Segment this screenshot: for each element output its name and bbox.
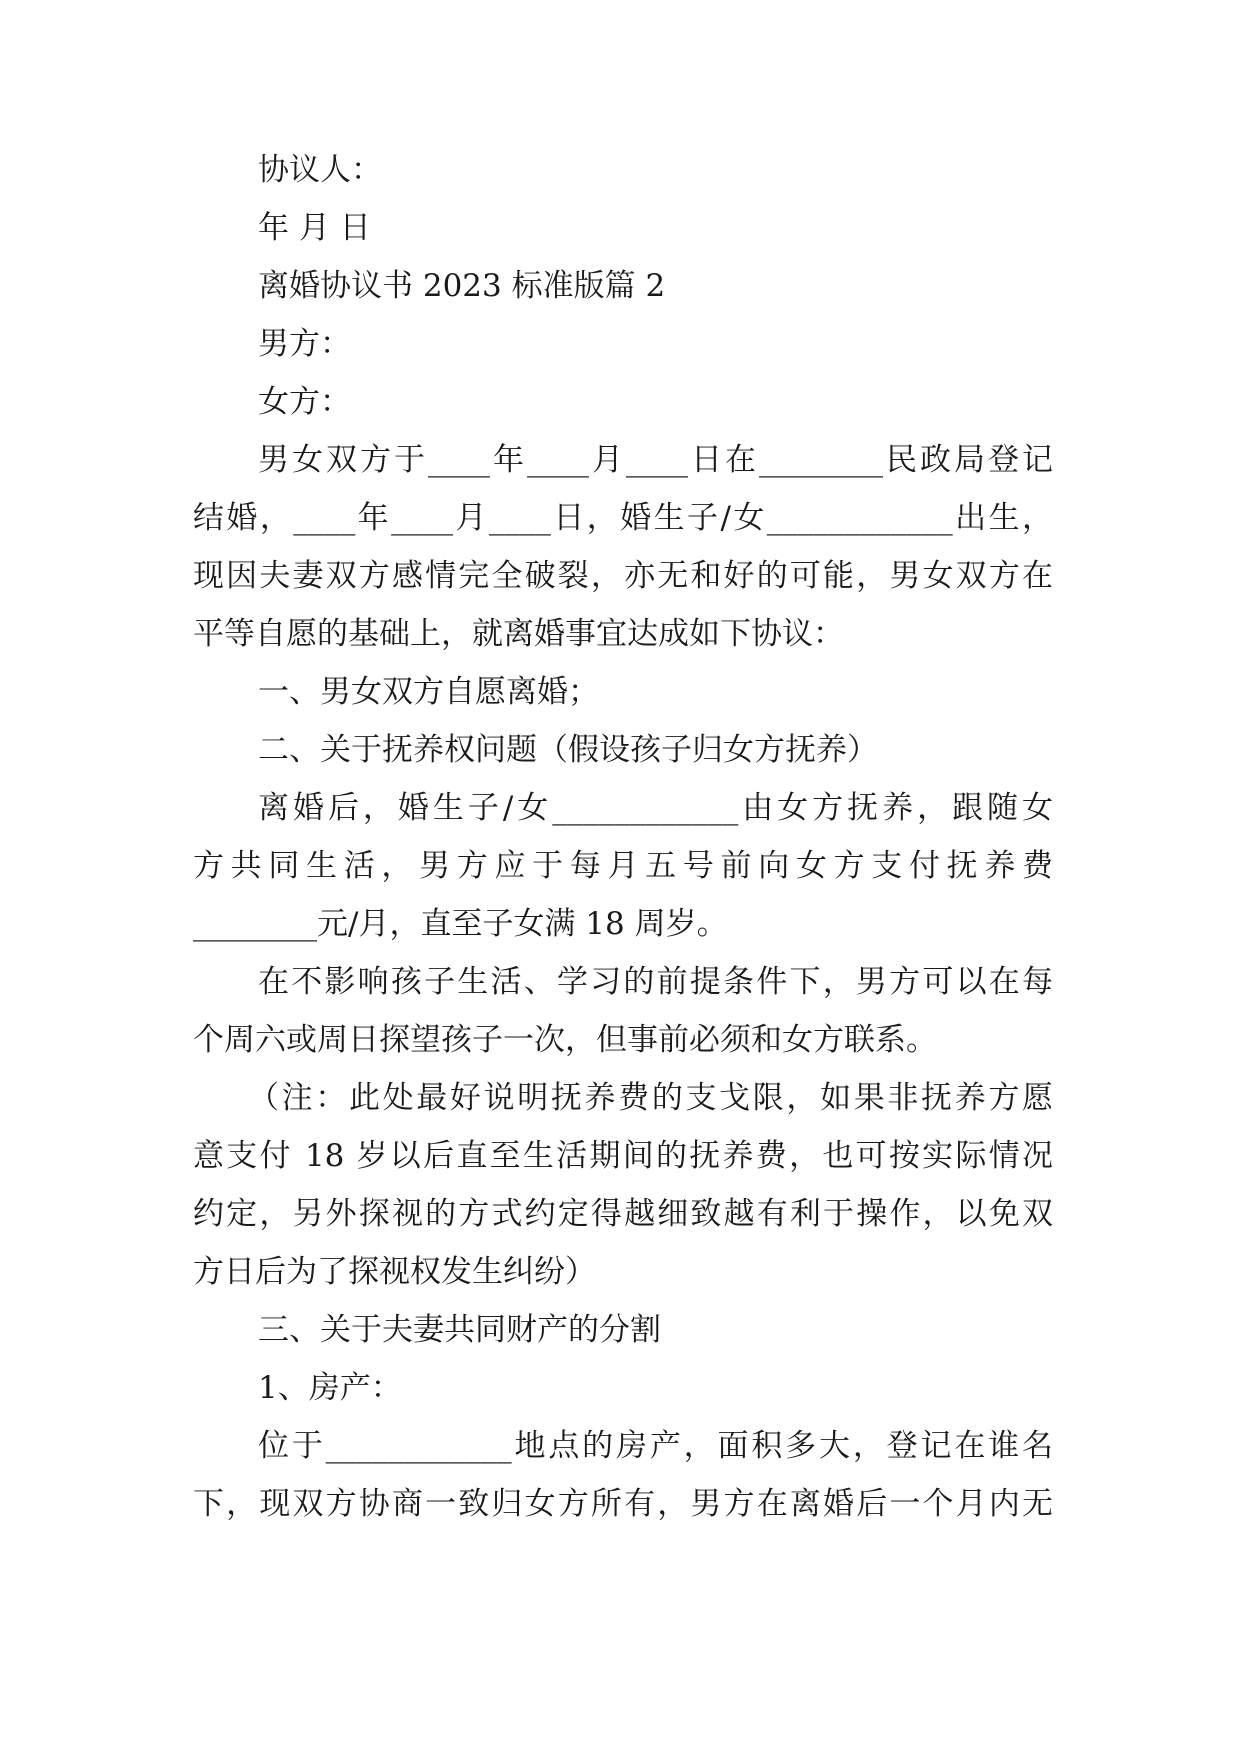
date-line: 年 月 日 — [258, 210, 371, 246]
clause-one: 一、男女双方自愿离婚； — [258, 674, 599, 710]
male-party-line: 男方： — [258, 326, 351, 362]
paragraph-line: 平等自愿的基础上，就离婚事宜达成如下协议： — [193, 616, 844, 652]
note-line: 方日后为了探视权发生纠纷） — [193, 1254, 596, 1290]
note-line: 意支付 18 岁以后直至生活期间的抚养费，也可按实际情况 — [193, 1138, 1053, 1174]
clause-three-heading: 三、关于夫妻共同财产的分割 — [258, 1312, 661, 1348]
paragraph-line: 离婚后，婚生子/女____________由女方抚养，跟随女 — [258, 790, 1053, 826]
paragraph-line: 方共同生活，男方应于每月五号前向女方支付抚养费 — [193, 848, 1053, 884]
section-title: 离婚协议书 2023 标准版篇 2 — [258, 268, 666, 304]
paragraph-line: 个周六或周日探望孩子一次，但事前必须和女方联系。 — [193, 1022, 937, 1058]
paragraph-line: 下，现双方协商一致归女方所有，男方在离婚后一个月内无 — [193, 1486, 1053, 1522]
paragraph-line: 男女双方于____年____月____日在________民政局登记 — [258, 442, 1053, 478]
female-party-line: 女方： — [258, 384, 351, 420]
paragraph-line: 在不影响孩子生活、学习的前提条件下，男方可以在每 — [258, 964, 1053, 1000]
note-line: （注：此处最好说明抚养费的支戈限，如果非抚养方愿 — [248, 1080, 1053, 1116]
subclause-heading: 1、房产： — [258, 1370, 402, 1406]
note-line: 约定，另外探视的方式约定得越细致越有利于操作，以免双 — [193, 1196, 1053, 1232]
paragraph-line: 现因夫妻双方感情完全破裂，亦无和好的可能，男女双方在 — [193, 558, 1053, 594]
paragraph-line: ________元/月，直至子女满 18 周岁。 — [193, 906, 728, 942]
signatory-line: 协议人： — [258, 152, 382, 188]
clause-two-heading: 二、关于抚养权问题（假设孩子归女方抚养） — [258, 732, 878, 768]
paragraph-line: 结婚，____年____月____日，婚生子/女____________出生， — [193, 500, 1053, 536]
paragraph-line: 位于____________地点的房产，面积多大，登记在谁名 — [258, 1428, 1053, 1464]
